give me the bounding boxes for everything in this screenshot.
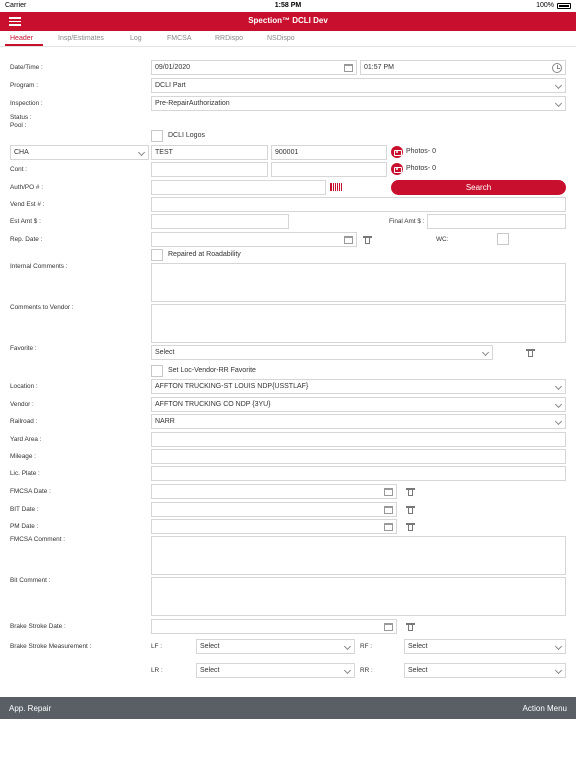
brake-stroke-date-input[interactable] — [151, 619, 397, 634]
dcli-logos-label: DCLI Logos — [168, 132, 205, 139]
cont-input-1[interactable] — [151, 162, 268, 177]
vend-est-label: Vend Est # : — [10, 201, 45, 208]
est-amt-label: Est Amt $ : — [10, 218, 41, 225]
auth-po-label: Auth/PO # : — [10, 184, 44, 191]
rf-select[interactable] — [404, 639, 566, 654]
calendar-icon[interactable] — [344, 236, 353, 244]
bit-date-input[interactable] — [151, 502, 397, 517]
wc-checkbox[interactable] — [497, 233, 509, 245]
status-label: Status : — [10, 114, 32, 121]
lr-value: Select — [200, 667, 220, 674]
battery-icon — [557, 3, 571, 9]
auth-po-input[interactable] — [151, 180, 326, 195]
active-tab-indicator — [5, 44, 43, 46]
lf-select[interactable] — [196, 639, 355, 654]
calendar-icon[interactable] — [384, 523, 393, 531]
inspection-select[interactable] — [151, 96, 566, 111]
pm-date-label: PM Date : — [10, 523, 39, 530]
chevron-down-icon — [344, 667, 351, 674]
clock-icon[interactable] — [552, 63, 562, 73]
fmcsa-comment-textarea[interactable] — [151, 536, 566, 575]
wc-label: WC: — [436, 236, 449, 243]
trash-icon[interactable] — [527, 349, 534, 357]
nav-bar — [0, 12, 576, 31]
lf-label: LF : — [151, 643, 163, 650]
trash-icon[interactable] — [407, 623, 414, 631]
cont-input-2[interactable] — [271, 162, 387, 177]
trash-icon[interactable] — [364, 236, 371, 244]
bit-comment-textarea[interactable] — [151, 577, 566, 616]
bit-comment-label: Bit Comment : — [10, 577, 51, 584]
rr-value: Select — [408, 667, 428, 674]
pool-label: Pool : — [10, 122, 27, 129]
tab-nsdispo[interactable]: NSDispo — [267, 35, 295, 42]
favorite-label: Favorite : — [10, 345, 37, 352]
lf-value: Select — [200, 643, 220, 650]
time-field[interactable] — [360, 60, 566, 75]
footer-bar — [0, 697, 576, 719]
chevron-down-icon — [555, 100, 562, 107]
location-value: AFFTON TRUCKING-ST LOUIS NDP{USSTLAF} — [155, 383, 309, 390]
fmcsa-comment-label: FMCSA Comment : — [10, 536, 66, 543]
time-value: 01:57 PM — [364, 64, 394, 71]
rf-value: Select — [408, 643, 428, 650]
lic-plate-label: Lic. Plate : — [10, 470, 40, 477]
location-label: Location : — [10, 383, 38, 390]
datetime-label: Date/Time : — [10, 64, 43, 71]
comments-vendor-textarea[interactable] — [151, 304, 566, 343]
brake-stroke-measurement-label: Brake Stroke Measurement : — [10, 643, 92, 650]
favorite-select[interactable] — [151, 345, 493, 360]
tab-insp-estimates[interactable]: Insp/Estimates — [58, 35, 104, 42]
unit-number-value: 900001 — [275, 149, 299, 156]
tab-header[interactable]: Header — [10, 35, 33, 42]
yard-area-input[interactable] — [151, 432, 566, 447]
rep-date-label: Rep. Date : — [10, 236, 43, 243]
inspection-value: Pre-RepairAuthorization — [155, 100, 230, 107]
inspection-label: Inspection : — [10, 100, 43, 107]
tab-fmcsa[interactable]: FMCSA — [167, 35, 192, 42]
vendor-select[interactable] — [151, 397, 566, 412]
photos-count-1[interactable]: Photos- 0 — [406, 148, 436, 155]
chevron-down-icon — [344, 643, 351, 650]
trash-icon[interactable] — [407, 523, 414, 531]
fmcsa-date-input[interactable] — [151, 484, 397, 499]
app-repair-button[interactable]: App. Repair — [9, 704, 52, 713]
est-amt-input[interactable] — [151, 214, 289, 229]
status-bar — [0, 0, 576, 12]
lr-label: LR : — [151, 667, 163, 674]
mileage-label: Mileage : — [10, 453, 36, 460]
internal-comments-textarea[interactable] — [151, 263, 566, 302]
calendar-icon[interactable] — [384, 506, 393, 514]
photos-count-2[interactable]: Photos- 0 — [406, 165, 436, 172]
tab-bar — [0, 33, 576, 47]
chevron-down-icon — [555, 82, 562, 89]
rep-date-input[interactable] — [151, 232, 357, 247]
vendor-label: Vendor : — [10, 401, 34, 408]
program-label: Program : — [10, 82, 39, 89]
chevron-down-icon — [555, 383, 562, 390]
mileage-input[interactable] — [151, 449, 566, 464]
unit-id-input[interactable] — [151, 145, 268, 160]
camera-icon[interactable] — [391, 163, 403, 175]
rr-select[interactable] — [404, 663, 566, 678]
vendor-value: AFFTON TRUCKING CO NDP {3YU} — [155, 401, 271, 408]
clock-label: 1:58 PM — [274, 2, 302, 9]
app-title: Spection™ DCLI Dev — [248, 16, 328, 25]
carrier-label: Carrier — [5, 2, 27, 9]
tab-log[interactable]: Log — [130, 35, 142, 42]
brake-stroke-date-label: Brake Stroke Date : — [10, 623, 66, 630]
camera-icon[interactable] — [391, 146, 403, 158]
battery-percent: 100% — [536, 2, 554, 9]
search-button[interactable]: Search — [391, 180, 566, 195]
vend-est-input[interactable] — [151, 197, 566, 212]
chevron-down-icon — [555, 418, 562, 425]
set-favorite-checkbox[interactable] — [151, 365, 163, 377]
railroad-value: NARR — [155, 418, 175, 425]
dcli-logos-checkbox[interactable] — [151, 130, 163, 142]
cont-label: Cont : — [10, 166, 28, 173]
date-field[interactable] — [151, 60, 357, 75]
railroad-label: Railroad : — [10, 418, 38, 425]
pm-date-input[interactable] — [151, 519, 397, 534]
calendar-icon[interactable] — [384, 488, 393, 496]
unit-number-input[interactable] — [271, 145, 387, 160]
railroad-select[interactable] — [151, 414, 566, 429]
chevron-down-icon — [555, 667, 562, 674]
rf-label: RF : — [360, 643, 373, 650]
internal-comments-label: Internal Comments : — [10, 263, 68, 270]
chevron-down-icon — [482, 349, 489, 356]
final-amt-label: Final Amt $ : — [389, 218, 425, 225]
chevron-down-icon — [555, 643, 562, 650]
roadability-checkbox[interactable] — [151, 249, 163, 261]
bit-date-label: BIT Date : — [10, 506, 39, 513]
barcode-scan-icon[interactable] — [330, 183, 342, 191]
comments-vendor-label: Comments to Vendor : — [10, 304, 74, 311]
favorite-value: Select — [155, 349, 175, 356]
yard-area-label: Yard Area : — [10, 436, 42, 443]
chevron-down-icon — [555, 401, 562, 408]
lr-select[interactable] — [196, 663, 355, 678]
program-select[interactable] — [151, 78, 566, 93]
rr-label: RR : — [360, 667, 373, 674]
set-favorite-label: Set Loc-Vendor-RR Favorite — [168, 367, 256, 374]
chevron-down-icon — [138, 149, 145, 156]
prefix-select[interactable] — [10, 145, 149, 160]
location-select[interactable] — [151, 379, 566, 394]
final-amt-input[interactable] — [427, 214, 566, 229]
roadability-label: Repaired at Roadability — [168, 251, 241, 258]
unit-id-value: TEST — [155, 149, 173, 156]
lic-plate-input[interactable] — [151, 466, 566, 481]
calendar-icon[interactable] — [384, 623, 393, 631]
trash-icon[interactable] — [407, 488, 414, 496]
trash-icon[interactable] — [407, 506, 414, 514]
action-menu-button[interactable]: Action Menu — [522, 704, 567, 713]
fmcsa-date-label: FMCSA Date : — [10, 488, 51, 495]
calendar-icon[interactable] — [344, 64, 353, 72]
tab-rrdispo[interactable]: RRDispo — [215, 35, 244, 42]
prefix-value: CHA — [14, 149, 29, 156]
program-value: DCLI Part — [155, 82, 186, 89]
date-value: 09/01/2020 — [155, 64, 191, 71]
